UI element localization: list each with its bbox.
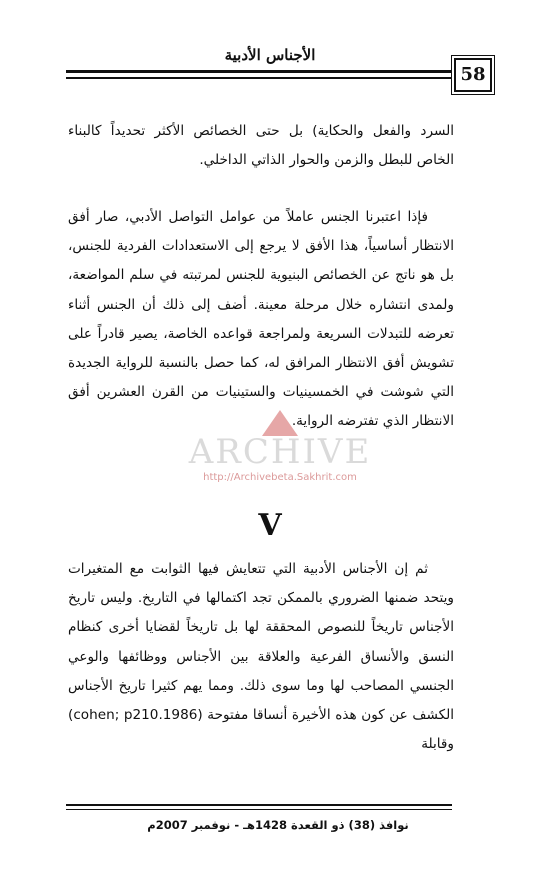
- footer-citation: نوافذ (38) ذو القعدة 1428هـ - نوفمبر 2007م: [147, 818, 409, 832]
- watermark-text: ARCHIVE: [188, 432, 372, 472]
- footer-rule-thick: [66, 804, 452, 806]
- running-title: الأجناس الأدبية: [224, 46, 316, 64]
- header-rule-thin: [66, 77, 452, 79]
- paragraph-2: فإذا اعتبرنا الجنس عاملاً من عوامل التواصل الأدبي، صار أفق الانتظار أساسياً، هذا الأفق لا يرجع إلى الاستعدادات الفردية للجنس، بل هو ناتج عن الخصائص البنيوية للجنس لمرتبته في سلم المواضعة، ولمدى انتشاره خلال مرحلة معينة. أضف إلى ذلك أن الجنس أثناء تعرضه للتبدلات السريعة ولمراجعة قواعده الخاصة، يصير قادراً على تشويش أفق الانتظار المرافق له، كما حصل بالنسبة للرواية الجديدة التي شوشت في الخمسينيات والستينيات من القرن العشرين أفق الانتظار الذي تفترضه الرواية.: [68, 209, 454, 430]
- watermark-url: http://Archivebeta.Sakhrit.com: [203, 472, 357, 483]
- footer-rule-thin: [66, 809, 452, 810]
- paragraph-3: ثم إن الأجناس الأدبية التي تتعايش فيها الثوابت مع المتغيرات ويتحد ضمنها الضروري بالممكن تجد اكتمالها في التاريخ. وليس تاريخ الأجناس تاريخاً للنصوص المحققة لها بل تاريخاً لقضايا أخرى كنظام النسق والأنساق الفرعية والعلاقة بين الأجناس ووظائفها والوعي الجنسي المصاحب لها وما سوى ذلك. ومما يهم كثيرا تاريخ الأجناس الكشف عن كون هذه الأخيرة أنساقا مفتوحة (cohen; p210.1986) وقابلة: [68, 561, 454, 753]
- paragraph-1: السرد والفعل والحكاية) بل حتى الخصائص الأكثر تحديداً كالبناء الخاص للبطل والزمن والحوار الذاتي الداخلي.: [68, 123, 454, 169]
- header-rule-thick: [66, 70, 452, 73]
- page-number: 58: [454, 58, 492, 92]
- section-marker: V: [258, 508, 282, 543]
- page-header: [0, 44, 556, 94]
